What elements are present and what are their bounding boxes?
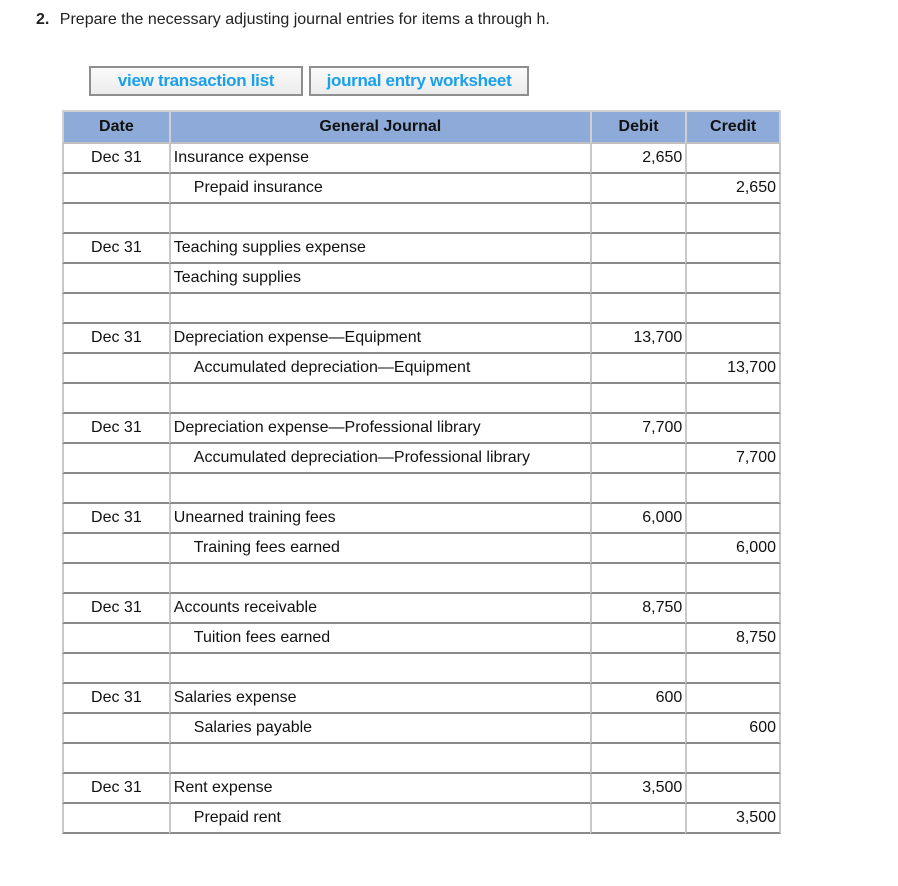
credit-cell[interactable]: [685, 234, 781, 264]
account-cell[interactable]: Prepaid insurance: [169, 174, 590, 204]
debit-cell[interactable]: [590, 264, 685, 294]
journal-body: [62, 144, 781, 834]
account-cell[interactable]: [169, 654, 590, 684]
table-row: [62, 144, 781, 174]
account-cell[interactable]: Depreciation expense—Equipment: [169, 324, 590, 354]
credit-cell[interactable]: [685, 294, 781, 324]
header-debit: Debit: [590, 110, 685, 144]
account-cell[interactable]: [169, 294, 590, 324]
date-cell[interactable]: [62, 804, 169, 834]
table-row: [62, 264, 781, 294]
journal-entry-worksheet-button[interactable]: journal entry worksheet: [309, 66, 529, 96]
table-row: [62, 774, 781, 804]
credit-cell[interactable]: [685, 564, 781, 594]
credit-cell[interactable]: 7,700: [685, 444, 781, 474]
account-cell[interactable]: Insurance expense: [169, 144, 590, 174]
date-cell[interactable]: Dec 31: [62, 594, 169, 624]
date-cell[interactable]: Dec 31: [62, 234, 169, 264]
date-cell[interactable]: Dec 31: [62, 684, 169, 714]
table-row: [62, 714, 781, 744]
table-row: [62, 684, 781, 714]
general-journal-table: [62, 110, 781, 834]
date-cell[interactable]: [62, 624, 169, 654]
header-date: Date: [62, 110, 169, 144]
date-cell[interactable]: [62, 204, 169, 234]
account-cell[interactable]: [169, 564, 590, 594]
debit-cell[interactable]: [590, 744, 685, 774]
table-row: [62, 744, 781, 774]
table-row: [62, 384, 781, 414]
table-row: [62, 504, 781, 534]
table-header-row: [62, 110, 781, 144]
date-cell[interactable]: [62, 564, 169, 594]
debit-cell[interactable]: 13,700: [590, 324, 685, 354]
credit-cell[interactable]: 8,750: [685, 624, 781, 654]
credit-cell[interactable]: [685, 144, 781, 174]
account-cell[interactable]: Training fees earned: [169, 534, 590, 564]
account-cell[interactable]: [169, 384, 590, 414]
credit-cell[interactable]: 13,700: [685, 354, 781, 384]
date-cell[interactable]: Dec 31: [62, 414, 169, 444]
date-cell[interactable]: Dec 31: [62, 324, 169, 354]
date-cell[interactable]: [62, 264, 169, 294]
table-row: [62, 654, 781, 684]
date-cell[interactable]: Dec 31: [62, 504, 169, 534]
date-cell[interactable]: Dec 31: [62, 774, 169, 804]
date-cell[interactable]: [62, 294, 169, 324]
credit-cell[interactable]: [685, 474, 781, 504]
credit-cell[interactable]: 3,500: [685, 804, 781, 834]
account-cell[interactable]: Teaching supplies expense: [169, 234, 590, 264]
account-cell[interactable]: Salaries expense: [169, 684, 590, 714]
date-cell[interactable]: [62, 744, 169, 774]
account-cell[interactable]: Rent expense: [169, 774, 590, 804]
debit-cell[interactable]: [590, 444, 685, 474]
date-cell[interactable]: [62, 654, 169, 684]
account-cell[interactable]: [169, 474, 590, 504]
table-row: [62, 594, 781, 624]
debit-cell[interactable]: 6,000: [590, 504, 685, 534]
table-row: [62, 174, 781, 204]
table-row: [62, 804, 781, 834]
credit-cell[interactable]: [685, 324, 781, 354]
view-toggle-buttons: [89, 66, 529, 96]
table-row: [62, 204, 781, 234]
debit-cell[interactable]: [590, 294, 685, 324]
question-prompt: [36, 11, 550, 29]
debit-cell[interactable]: [590, 714, 685, 744]
debit-cell[interactable]: [590, 384, 685, 414]
date-cell[interactable]: [62, 384, 169, 414]
credit-cell[interactable]: [685, 654, 781, 684]
debit-cell[interactable]: [590, 234, 685, 264]
date-cell[interactable]: [62, 534, 169, 564]
credit-cell[interactable]: [685, 414, 781, 444]
credit-cell[interactable]: 600: [685, 714, 781, 744]
credit-cell[interactable]: [685, 264, 781, 294]
account-cell[interactable]: Unearned training fees: [169, 504, 590, 534]
account-cell[interactable]: Depreciation expense—Professional library: [169, 414, 590, 444]
table-row: [62, 624, 781, 654]
table-row: [62, 354, 781, 384]
date-cell[interactable]: Dec 31: [62, 144, 169, 174]
table-row: [62, 564, 781, 594]
debit-cell[interactable]: [590, 564, 685, 594]
account-cell[interactable]: Accumulated depreciation—Equipment: [169, 354, 590, 384]
date-cell[interactable]: [62, 474, 169, 504]
credit-cell[interactable]: [685, 774, 781, 804]
credit-cell[interactable]: 6,000: [685, 534, 781, 564]
debit-cell[interactable]: 7,700: [590, 414, 685, 444]
question-text: Prepare the necessary adjusting journal entries for items a through h.: [59, 11, 550, 28]
header-credit: Credit: [685, 110, 781, 144]
table-row: [62, 534, 781, 564]
date-cell[interactable]: [62, 714, 169, 744]
account-cell[interactable]: Salaries payable: [169, 714, 590, 744]
debit-cell[interactable]: [590, 654, 685, 684]
debit-cell[interactable]: [590, 804, 685, 834]
debit-cell[interactable]: [590, 534, 685, 564]
debit-cell[interactable]: [590, 624, 685, 654]
debit-cell[interactable]: [590, 354, 685, 384]
credit-cell[interactable]: [685, 594, 781, 624]
credit-cell[interactable]: [685, 384, 781, 414]
question-number: 2.: [36, 11, 50, 28]
date-cell[interactable]: [62, 444, 169, 474]
account-cell[interactable]: [169, 204, 590, 234]
debit-cell[interactable]: [590, 174, 685, 204]
table-row: [62, 444, 781, 474]
table-row: [62, 234, 781, 264]
debit-cell[interactable]: 600: [590, 684, 685, 714]
credit-cell[interactable]: [685, 504, 781, 534]
credit-cell[interactable]: [685, 684, 781, 714]
table-row: [62, 294, 781, 324]
account-cell[interactable]: [169, 744, 590, 774]
account-cell[interactable]: Accounts receivable: [169, 594, 590, 624]
debit-cell[interactable]: [590, 204, 685, 234]
date-cell[interactable]: [62, 354, 169, 384]
debit-cell[interactable]: [590, 474, 685, 504]
account-cell[interactable]: Accumulated depreciation—Professional library: [169, 444, 590, 474]
credit-cell[interactable]: [685, 204, 781, 234]
account-cell[interactable]: Tuition fees earned: [169, 624, 590, 654]
account-cell[interactable]: Prepaid rent: [169, 804, 590, 834]
table-row: [62, 474, 781, 504]
table-row: [62, 414, 781, 444]
debit-cell[interactable]: 2,650: [590, 144, 685, 174]
account-cell[interactable]: Teaching supplies: [169, 264, 590, 294]
debit-cell[interactable]: 3,500: [590, 774, 685, 804]
credit-cell[interactable]: 2,650: [685, 174, 781, 204]
debit-cell[interactable]: 8,750: [590, 594, 685, 624]
table-row: [62, 324, 781, 354]
credit-cell[interactable]: [685, 744, 781, 774]
date-cell[interactable]: [62, 174, 169, 204]
header-general-journal: General Journal: [169, 110, 590, 144]
view-transaction-list-button[interactable]: view transaction list: [89, 66, 303, 96]
